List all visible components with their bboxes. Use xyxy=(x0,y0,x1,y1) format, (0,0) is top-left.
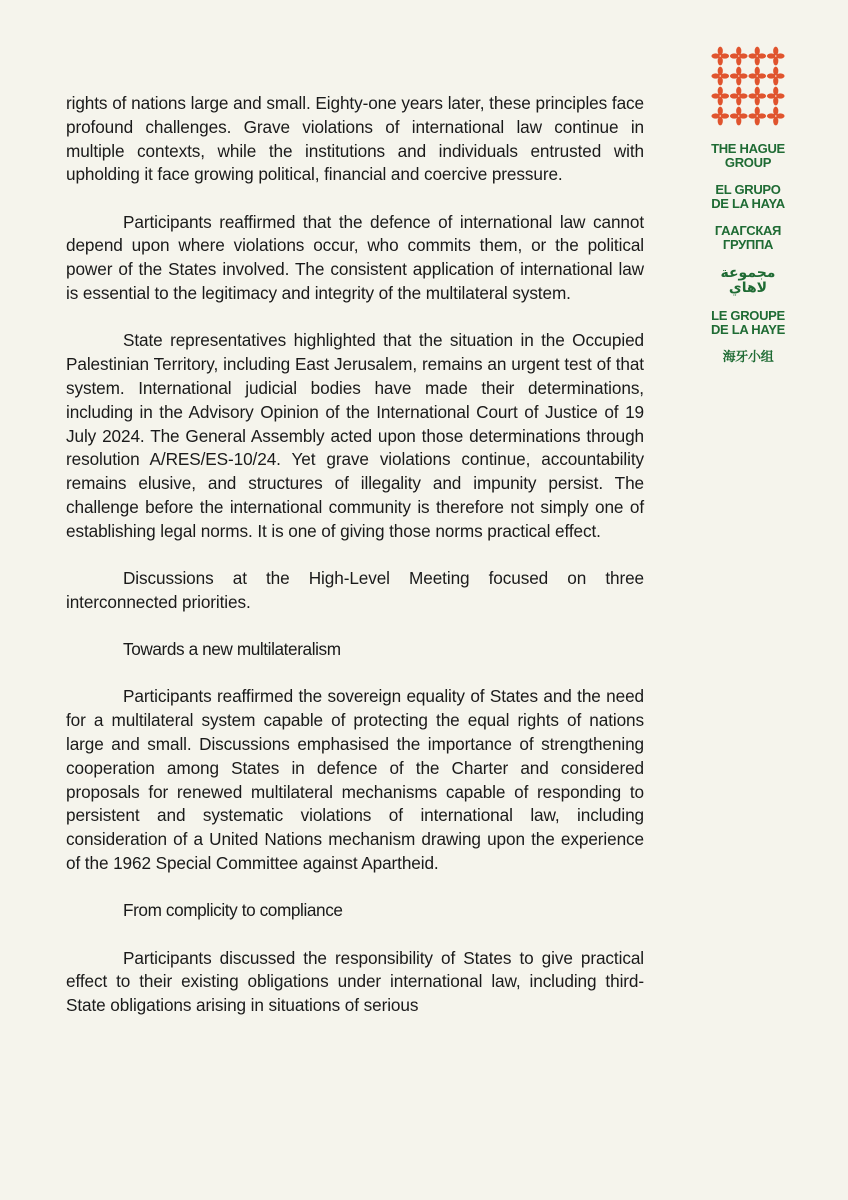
logo-petal xyxy=(721,73,729,78)
logo-petal xyxy=(711,73,719,78)
logo-petal xyxy=(776,93,784,98)
logo-petal xyxy=(730,53,738,58)
logo-petal xyxy=(776,113,784,118)
logo-petal xyxy=(758,73,766,78)
hague-group-pattern-logo-icon xyxy=(711,46,785,126)
logo-petal xyxy=(767,73,775,78)
logo-petal xyxy=(748,93,756,98)
logo-petal xyxy=(739,53,747,58)
org-name-french: LE GROUPE DE LA HAYE xyxy=(710,308,786,337)
logo-petal xyxy=(758,93,766,98)
logo-petal xyxy=(748,53,756,58)
logo-petal xyxy=(776,73,784,78)
logo-petal xyxy=(721,53,729,58)
logo-petal xyxy=(730,113,738,118)
logo-petal xyxy=(748,73,756,78)
logo-petal xyxy=(767,53,775,58)
logo-petal xyxy=(767,93,775,98)
logo-petal xyxy=(776,53,784,58)
logo-petal xyxy=(739,73,747,78)
logo-petal xyxy=(758,113,766,118)
logo-petal xyxy=(721,113,729,118)
org-name-chinese: 海牙小组 xyxy=(722,349,774,364)
logo-petal xyxy=(730,93,738,98)
logo-petal xyxy=(767,113,775,118)
paragraph: Discussions at the High-Level Meeting focused on three interconnected priorities. xyxy=(66,568,644,612)
section-heading: Towards a new multilateralism xyxy=(123,639,341,660)
logo-petal xyxy=(748,113,756,118)
section-heading: From complicity to compliance xyxy=(123,900,343,921)
sidebar xyxy=(696,46,800,378)
org-name-english: THE HAGUE GROUP xyxy=(711,141,785,170)
org-name-spanish: EL GRUPO DE LA HAYA xyxy=(711,182,785,211)
document-body xyxy=(66,92,644,1042)
org-name-arabic: مجموعة لاهاي xyxy=(720,264,776,295)
logo-petal xyxy=(711,93,719,98)
paragraph: Participants reaffirmed that the defence of international law cannot depend upon where violations occur, who commits them, or the political power of the States involved. The consistent application of international law is essential to the legitimacy and integrity of the multilateral system. xyxy=(66,211,644,304)
logo-petal xyxy=(711,113,719,118)
paragraph: Participants discussed the responsibility of States to give practical effect to their existing obligations under international law, including third-State obligations arising in situations of serious xyxy=(66,947,644,1016)
logo-petal xyxy=(739,93,747,98)
paragraph: State representatives highlighted that the situation in the Occupied Palestinian Territory, including East Jerusalem, remains an urgent test of that system. International judicial bodies have made their determinations, including in the Advisory Opinion of the International Court of Justice of 19 July 2024. The General Assembly acted upon those determinations through resolution A/RES/ES-10/24. Yet grave violations continue, accountability remains elusive, and structures of illegality and impunity persist. The challenge before the international community is therefore not simply one of establishing legal norms. It is one of giving those norms practical effect. xyxy=(66,330,644,541)
paragraph: Participants reaffirmed the sovereign equality of States and the need for a multilateral system capable of protecting the equal rights of nations large and small. Discussions emphasised the importance of strengthening cooperation among States in defence of the Charter and considered proposals for renewed multilateral mechanisms capable of responding to persistent and systematic violations of international law, including consideration of a United Nations mechanism drawing upon the experience of the 1962 Special Committee against Apartheid. xyxy=(66,686,644,874)
org-name-russian: ГААГСКАЯ ГРУППА xyxy=(714,223,782,252)
logo-petal xyxy=(758,53,766,58)
logo-petal xyxy=(739,113,747,118)
logo-petal xyxy=(721,93,729,98)
paragraph: rights of nations large and small. Eighty-one years later, these principles face profound challenges. Grave violations of international law continue in multiple contexts, while the institutions and individuals entrusted with upholding it face growing political, financial and coercive pressure. xyxy=(66,93,644,185)
logo-petal xyxy=(711,53,719,58)
logo-petal xyxy=(730,73,738,78)
